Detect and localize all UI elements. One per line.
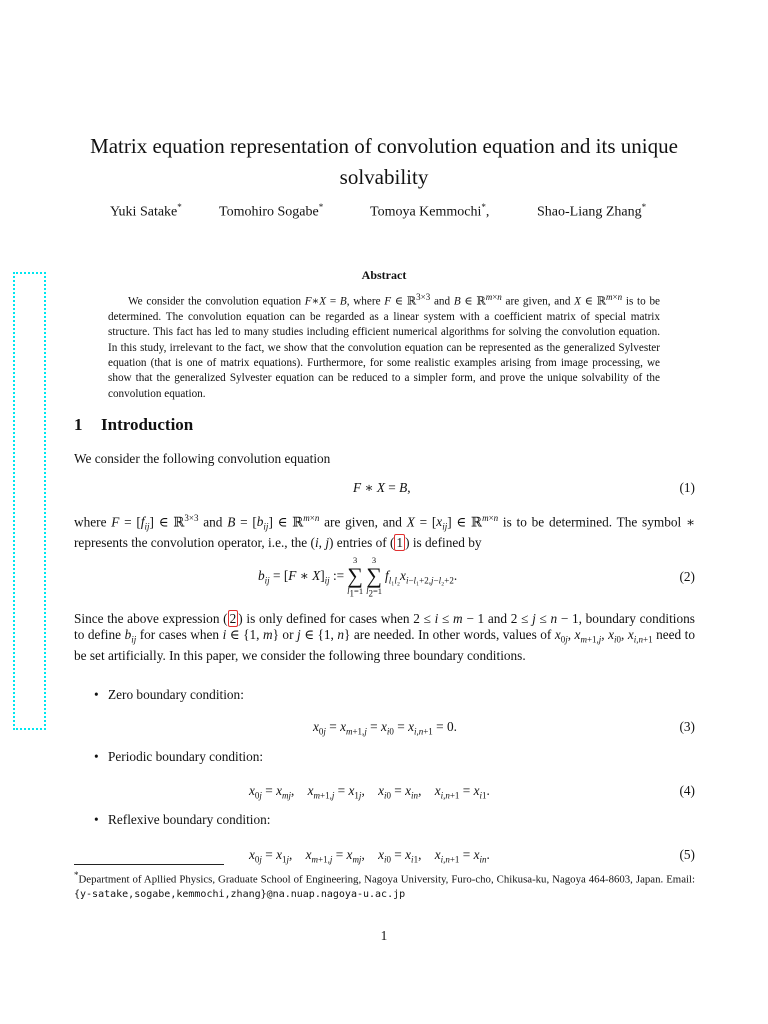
equation-5-number: (5) [679, 847, 695, 862]
paragraph-definitions: where $F = [f_{ij}]$ ∈ ℝ$^{3\times 3}$ and $B = [b_{ij}]$ ∈ ℝ$^{m\times n}$ are given, and $X = [x_{ij}]$ ∈ ℝ$^{m\times n}$ is to be determined. The symbol ∗ represents the convolution operator, i.e., the (i, j) entries of ( 1 ) is defined by [74, 513, 695, 551]
bullet-reflexive-boundary: • Reflexive boundary condition: [94, 812, 271, 827]
equation-1: F ∗ X = B, [353, 480, 411, 495]
equation-2-number: (2) [679, 569, 695, 584]
equation-3: $x_{0j} = x_{m+1,j} = x_{i0} = x_{i,n+1} = 0$. [313, 719, 457, 737]
paper-title: Matrix equation representation of convolution equation and its unique solvability [90, 134, 678, 189]
footnote-rule [74, 864, 224, 865]
equation-5: $x_{0j} = x_{1j}$, $x_{m+1,j} = x_{mj}$, $x_{i0} = x_{i1}$, $x_{i,n+1} = x_{in}$. [249, 847, 490, 865]
paragraph-boundary-intro: Since the above expression ( 2 ) is only defined for cases when 2 ≤ i ≤ m − 1 and 2 ≤ j ≤ n − 1, boundary conditions to define $b_{ij}$ for cases when i ∈ {1, m} or j ∈ {1, n} are needed. In other words, values of $x_{0j}$, $x_{m+1,j}$, $x_{i0}$, $x_{i,n+1}$ need to be set artificially. In this paper, we consider the following three boundary conditions. [74, 611, 696, 664]
equation-2: $b_{ij} = [F$ ∗ $X]_{ij}$ := 3 ∑ $l_1=1$ 3 ∑ $l_2=1$ $f_{l_1l_2}x_{i-l_1+2,j-l_2+2}$. [258, 555, 458, 599]
author-4: Shao-Liang Zhang* [537, 202, 647, 220]
equation-4: $x_{0j} = x_{mj}$, $x_{m+1,j} = x_{1j}$, $x_{i0} = x_{in}$, $x_{i,n+1} = x_{i1}$. [249, 783, 490, 801]
abstract-heading: Abstract [361, 268, 407, 282]
bullet-zero-boundary: • Zero boundary condition: [94, 687, 244, 702]
equation-4-number: (4) [679, 783, 695, 798]
equation-reference-link[interactable]: 1 [396, 535, 404, 551]
bullet-periodic-boundary: • Periodic boundary condition: [94, 749, 264, 764]
author-1: Yuki Satake* [110, 202, 182, 220]
section-heading: 1 Introduction [74, 415, 194, 434]
page-number: 1 [380, 928, 388, 943]
footnote: *Department of Apllied Physics, Graduate School of Engineering, Nagoya University, Furo-cho, Chikusa-ku, Nagoya 464-8603, Japan. Email: {y-satake,sogabe,kemmochi,zhang}@na.nuap.nagoya-u.ac.jp [74, 870, 695, 901]
equation-3-number: (3) [679, 719, 695, 734]
equation-1-number: (1) [679, 480, 695, 495]
author-3: Tomoya Kemmochi*, [370, 202, 490, 220]
author-2: Tomohiro Sogabe* [219, 202, 324, 220]
intro-sentence: We consider the following convolution equation [74, 451, 331, 466]
abstract-body: We consider the convolution equation F∗X = B, where F ∈ ℝ$^{3\times 3}$ and B ∈ ℝ$^{m\times n}$ are given, and X ∈ ℝ$^{m\times n}$ is to be determined. The convolution equation can be regarded as a linear system with a coefficient matrix of special matrix structure. This fact has led to many studies including efficient numerical algorithms for solving the convolution equation. In this study, irrelevant to the fact, we show that the convolution equation can be represented as the generalized Sylvester equation (that is one of matrix equations). Furthermore, for some realistic examples arising from image processing, we show that the generalized Sylvester equation can be reduced to a simpler form, and prove the unique solvability of the convolution equation. [108, 292, 661, 400]
margin-annotation-box [13, 272, 46, 730]
footnote-email[interactable]: {y-satake,sogabe,kemmochi,zhang}@na.nuap.nagoya-u.ac.jp [74, 889, 406, 901]
equation-reference-link[interactable]: 2 [229, 611, 237, 626]
